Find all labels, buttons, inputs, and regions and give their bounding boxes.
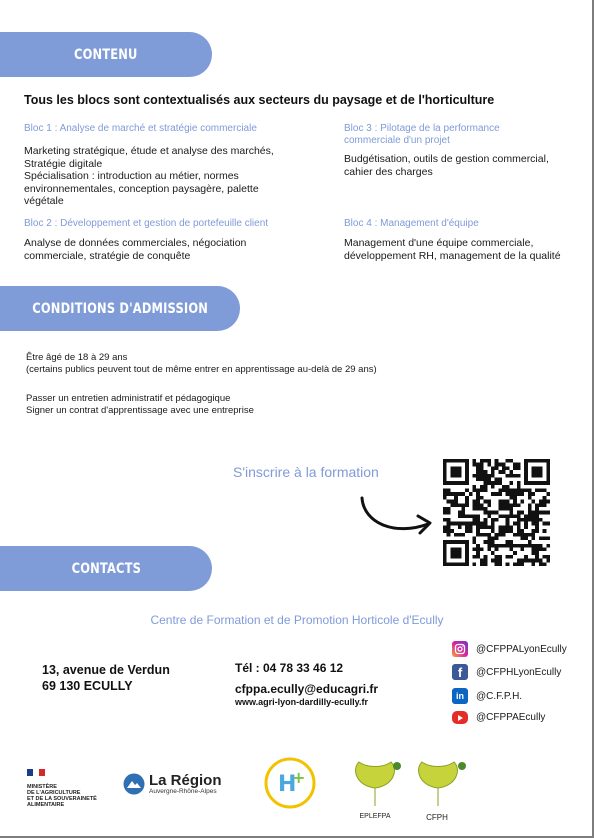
qr-code-icon	[443, 459, 550, 566]
social-linkedin[interactable]	[452, 688, 522, 704]
bloc-1	[24, 123, 324, 208]
social-handle: @CFPHLyonEcully	[476, 666, 562, 678]
ministere-line: ALIMENTAIRE	[27, 802, 65, 808]
svg-text:+: +	[292, 768, 306, 787]
ministere-line: DE L'AGRICULTURE	[27, 790, 81, 796]
admission-line: Signer un contrat d'apprentissage avec une entreprise	[26, 405, 254, 416]
admission-age	[26, 352, 377, 376]
admission-line: Être âgé de 18 à 29 ans	[26, 352, 128, 363]
french-flag-icon	[27, 769, 47, 776]
bloc-4	[344, 218, 589, 262]
qr-code[interactable]	[443, 459, 550, 566]
bloc-1-title: Bloc 1 : Analyse de marché et stratégie commerciale	[24, 123, 257, 134]
social-facebook[interactable]	[452, 664, 561, 680]
email-link[interactable]: cfppa.ecully@educagri.fr	[235, 682, 379, 696]
admission-line: Passer un entretien administratif et pédagogique	[26, 393, 231, 404]
youtube-icon	[452, 711, 468, 724]
bloc-2	[24, 218, 334, 262]
admission-steps	[26, 393, 254, 417]
curved-arrow-icon	[356, 484, 436, 540]
section-header-contacts: CONTACTS	[0, 546, 212, 591]
address-line: 69 130 ECULLY	[42, 679, 133, 693]
bloc-3-text	[344, 153, 584, 178]
bloc-line: végétale	[24, 195, 64, 207]
instagram-icon	[452, 641, 468, 657]
social-handle: @CFPPAEcully	[476, 712, 546, 723]
ginkgo-leaf-icon	[345, 758, 405, 808]
bloc-line: Management d'une équipe commerciale,	[344, 237, 534, 249]
bloc-2-text	[24, 237, 334, 262]
bloc-line: commerciale, stratégie de conquête	[24, 249, 191, 262]
bloc-line: Budgétisation, outils de gestion commercial,	[344, 153, 549, 165]
hplus-logo-icon	[264, 757, 316, 809]
region-logo	[123, 773, 222, 795]
address	[42, 662, 170, 694]
centre-name: Centre de Formation et de Promotion Horticole d'Ecully	[150, 613, 444, 627]
bloc-line: Marketing stratégique, étude et analyse des marchés,	[24, 145, 274, 157]
bloc-line: développement RH, management de la qualité	[344, 249, 561, 262]
website-link[interactable]: www.agri-lyon-dardilly-ecully.fr	[235, 697, 369, 707]
section-header-admission: CONDITIONS D'ADMISSION	[0, 286, 240, 331]
eplefpa-label: EPLEFPA	[359, 813, 391, 820]
bloc-line: Analyse de données commerciales, négociation	[24, 237, 247, 249]
svg-text:H: H	[278, 772, 297, 797]
admission-line: (certains publics peuvent tout de même entrer en apprentissage au-delà de 29 ans)	[26, 364, 377, 375]
cfph-label: CFPH	[426, 813, 448, 822]
bloc-4-title: Bloc 4 : Management d'équipe	[344, 218, 479, 229]
bloc-4-text	[344, 237, 589, 262]
inscription-label: S'inscrire à la formation	[233, 464, 379, 480]
ministere-line: MINISTÈRE	[27, 784, 57, 790]
region-emblem-icon	[123, 773, 145, 795]
cfph-logo	[410, 758, 470, 822]
bloc-line: Stratégie digitale	[24, 157, 103, 170]
social-instagram[interactable]	[452, 641, 567, 657]
bloc-title-line: commerciale d'un projet	[344, 135, 450, 146]
bloc-1-text	[24, 145, 324, 208]
bloc-line: Spécialisation : introduction au métier, normes	[24, 170, 239, 182]
ministere-logo	[27, 763, 97, 808]
bloc-title-line: Bloc 3 : Pilotage de la performance	[344, 123, 500, 134]
region-name: La Région	[149, 772, 222, 789]
region-subtitle: Auvergne-Rhône-Alpes	[149, 788, 217, 795]
address-line: 13, avenue de Verdun	[42, 663, 170, 677]
bloc-3-title	[344, 123, 584, 147]
section-header-contenu: CONTENU	[0, 32, 212, 77]
intro-text: Tous les blocs sont contextualisés aux secteurs du paysage et de l'horticulture	[24, 93, 495, 107]
bloc-3	[344, 123, 584, 178]
bloc-2-title: Bloc 2 : Développement et gestion de portefeuille client	[24, 218, 269, 229]
eplefpa-logo	[345, 758, 405, 822]
social-youtube[interactable]	[452, 711, 545, 724]
ministere-line: ET DE LA SOUVERAINETÉ	[27, 796, 97, 802]
facebook-icon: f	[452, 664, 468, 680]
phone-number[interactable]: Tél : 04 78 33 46 12	[235, 661, 344, 675]
linkedin-icon: in	[452, 688, 468, 704]
social-handle: @C.F.P.H.	[476, 690, 523, 702]
bloc-line: environnementales, conception paysagère, palette	[24, 182, 259, 195]
ginkgo-leaf-icon	[410, 758, 470, 808]
bloc-line: cahier des charges	[344, 165, 433, 178]
social-handle: @CFPPALyonEcully	[476, 643, 567, 655]
